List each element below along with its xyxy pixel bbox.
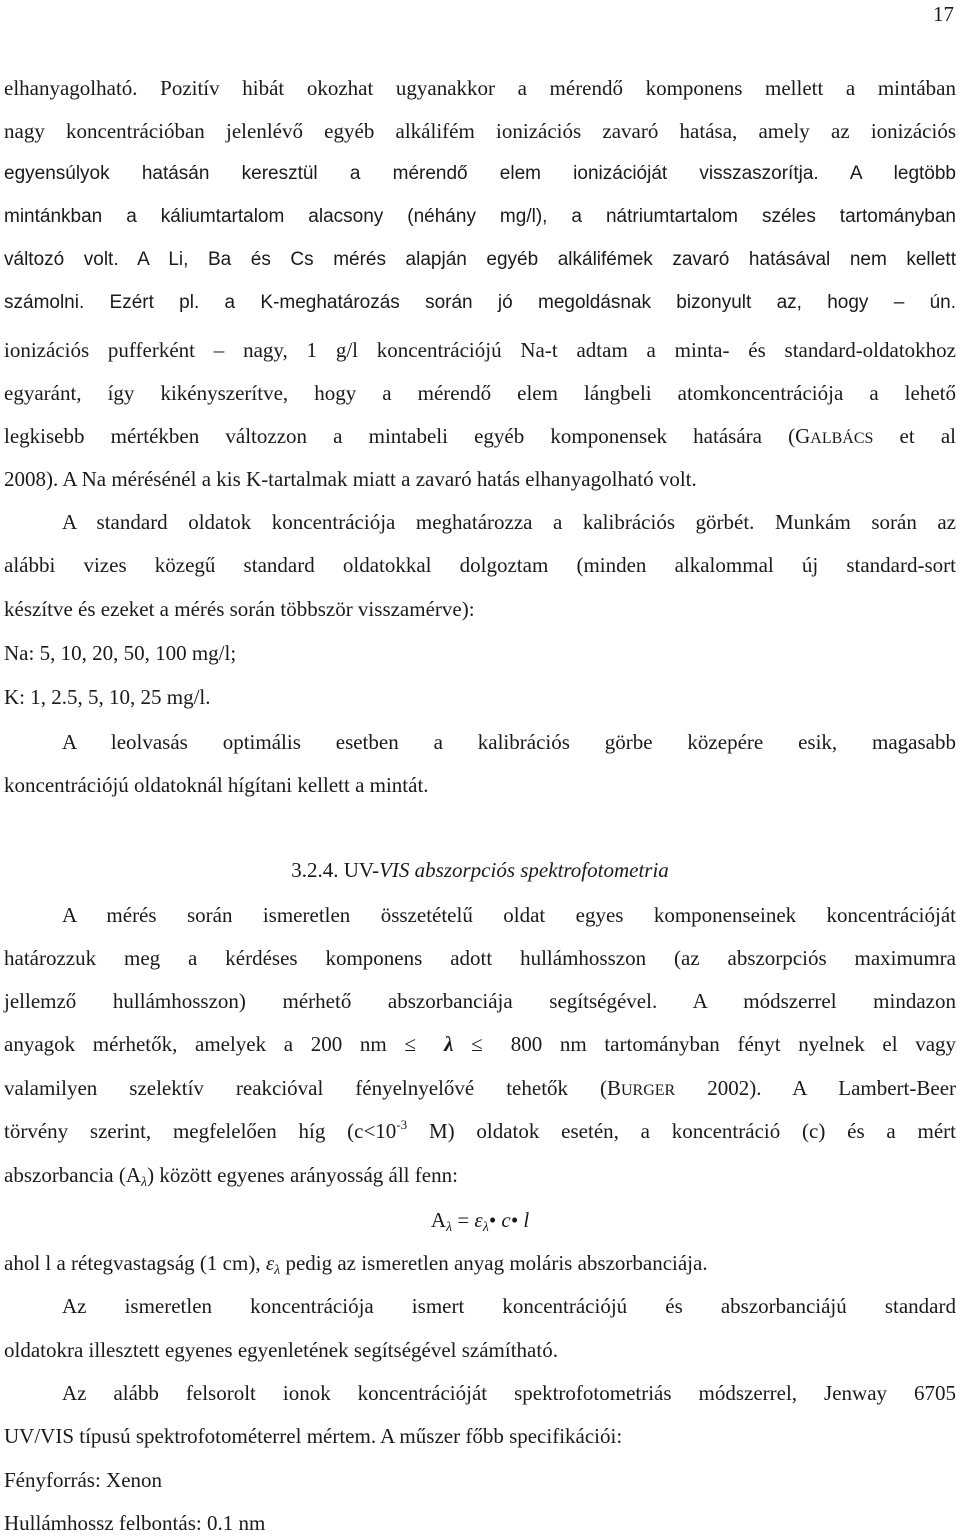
text-line <box>4 552 956 578</box>
eq-terms: • c• <box>488 1208 524 1232</box>
text-line <box>4 1423 622 1449</box>
text-segment: változó volt. A Li, Ba és Cs mérés alapján egyéb alkálifémek zavaró hatásával nem kellett <box>4 249 956 270</box>
eq-epsilon: ε <box>474 1208 483 1232</box>
text-line <box>4 1380 956 1406</box>
text-segment: ahol l a rétegvastagság (1 cm), <box>4 1251 266 1275</box>
heading-title: VIS abszorpciós spektrofotometria <box>379 858 669 882</box>
text-line <box>4 1510 265 1536</box>
text-segment: Az ismeretlen koncentrációja ismert koncentrációjú és abszorbanciájú standard <box>62 1294 956 1318</box>
text-segment: jellemző hullámhosszon) mérhető abszorbanciája segítségével. A módszerrel mindazon <box>4 989 956 1013</box>
eq-subscript: λ <box>446 1220 453 1235</box>
text-segment: Pozitív hibát okozhat ugyanakkor a mérendő komponens mellett a mintában <box>160 76 956 100</box>
exponent: -3 <box>396 1117 408 1132</box>
text-line <box>4 684 211 710</box>
eq-subscript: λ <box>482 1220 489 1235</box>
text-segment: egyensúlyok hatásán keresztül a mérendő elem ionizációját visszaszorítja. A legtöbb <box>4 163 956 184</box>
author-smallcaps: ALBÁCS <box>810 430 874 447</box>
text-segment: 2008). A Na mérésénél a kis K-tartalmak miatt a zavaró hatás elhanyagolható volt. <box>4 467 697 491</box>
text-segment: oldatokra illesztett egyenes egyenletének segítségével számítható. <box>4 1338 558 1362</box>
text-segment: törvény szerint, megfelelően híg (c<10 <box>4 1119 397 1143</box>
author-smallcaps: URGER <box>621 1082 676 1099</box>
text-segment: egyaránt, így kikényszerítve, hogy a mérendő elem lángbeli atomkoncentrációja a lehető <box>4 381 956 405</box>
text-segment: legkisebb mértékben változzon a mintabeli egyéb komponensek hatására (G <box>4 424 811 448</box>
eq-absorbance: A <box>430 1208 446 1232</box>
text-line <box>4 596 475 622</box>
text-line <box>4 988 956 1014</box>
text-line <box>4 1337 558 1363</box>
text-segment: számolni. Ezért pl. a K-meghatározás során jó megoldásnak bizonyult az, hogy – ún. <box>4 292 956 313</box>
text-segment: koncentrációjú oldatoknál hígítani kellett a mintát. <box>4 773 429 797</box>
text-segment: készítve és ezeket a mérés során többször visszamérve): <box>4 597 475 621</box>
epsilon-symbol: ε <box>265 1251 275 1275</box>
text-line <box>4 1250 708 1276</box>
text-line <box>4 772 429 798</box>
text-segment: 2002). A Lambert-Beer <box>675 1076 957 1100</box>
lambert-beer-equation <box>0 1207 960 1233</box>
text-line <box>4 423 956 452</box>
text-line <box>4 380 956 406</box>
text-line <box>4 75 956 101</box>
lambda-subscript: λ <box>274 1263 281 1278</box>
text-line <box>4 161 956 187</box>
page-number: 17 <box>933 2 954 26</box>
text-line <box>4 204 956 230</box>
text-line <box>4 902 956 928</box>
text-segment: valamilyen szelektív reakcióval fényelnyelővé tehetők (B <box>4 1076 621 1100</box>
text-line <box>4 509 956 535</box>
text-segment: nagy koncentrációban jelenlévő egyéb alkálifém ionizációs zavaró hatása, amely az ionizációs <box>4 119 956 143</box>
text-line <box>4 729 956 755</box>
section-heading <box>0 857 960 883</box>
text-segment: határozzuk meg a kérdéses komponens adott hullámhosszon (az abszorpciós maximumra <box>4 946 956 970</box>
text-segment: M) oldatok esetén, a koncentráció (c) és a mért <box>407 1119 956 1143</box>
text-segment: ) között egyenes arányosság áll fenn: <box>147 1163 458 1187</box>
text-line <box>4 1118 956 1144</box>
text-line <box>4 1293 956 1319</box>
text-line <box>4 1162 458 1188</box>
text-segment: anyagok mérhetők, amelyek a 200 nm <box>4 1032 387 1056</box>
text-segment: mintánkban a káliumtartalom alacsony (néhány mg/l), a nátriumtartalom széles tartományban <box>4 206 956 227</box>
text-segment: Az alább felsorolt ionok koncentrációját spektrofotometriás módszerrel, Jenway 6705 <box>62 1381 956 1405</box>
text-line <box>4 640 236 666</box>
text-line <box>4 290 956 316</box>
eq-equals: = <box>452 1208 475 1232</box>
text-segment: A standard oldatok koncentrációja meghatározza a kalibrációs görbét. Munkám során az <box>62 510 956 534</box>
text-segment: et al <box>873 424 957 448</box>
text-line <box>4 466 697 492</box>
text-segment: abszorbancia (A <box>4 1163 142 1187</box>
text-line <box>4 1031 956 1057</box>
text-segment: pedig az ismeretlen anyag moláris abszorbanciája. <box>280 1251 708 1275</box>
text-line <box>4 247 956 273</box>
eq-length: l <box>523 1208 530 1232</box>
standard-list-k: K: 1, 2.5, 5, 10, 25 mg/l. <box>4 685 211 709</box>
text-line <box>4 118 956 144</box>
text-segment: 800 nm tartományban fényt nyelnek el vagy <box>510 1032 957 1056</box>
text-line <box>4 1467 162 1493</box>
leq-symbol: ≤ <box>471 1032 483 1056</box>
heading-number: 3.2.4. UV- <box>291 858 380 882</box>
spec-light-source: Fényforrás: Xenon <box>4 1468 163 1492</box>
leq-symbol: ≤ <box>404 1032 416 1056</box>
standard-list-na: Na: 5, 10, 20, 50, 100 mg/l; <box>4 641 237 665</box>
lambda-symbol: λ <box>444 1032 454 1056</box>
text-segment: A mérés során ismeretlen összetételű oldat egyes komponenseinek koncentrációját <box>62 903 956 927</box>
text-line <box>4 945 956 971</box>
lambda-subscript: λ <box>141 1175 148 1190</box>
text-segment: ionizációs pufferként – nagy, 1 g/l koncentrációjú Na-t adtam a minta- és standard-oldatokhoz <box>4 338 956 362</box>
text-segment: alábbi vizes közegű standard oldatokkal dolgoztam (minden alkalommal új standard-sort <box>4 553 956 577</box>
text-line <box>4 1075 956 1104</box>
text-segment: A leolvasás optimális esetben a kalibrációs görbe közepére esik, magasabb <box>62 730 956 754</box>
spec-wavelength-resolution: Hullámhossz felbontás: 0.1 nm <box>4 1511 266 1535</box>
text-segment: UV/VIS típusú spektrofotométerrel mértem. A műszer főbb specifikációi: <box>4 1424 623 1448</box>
text-line <box>4 337 956 363</box>
text-segment: elhanyagolható. <box>4 76 161 100</box>
